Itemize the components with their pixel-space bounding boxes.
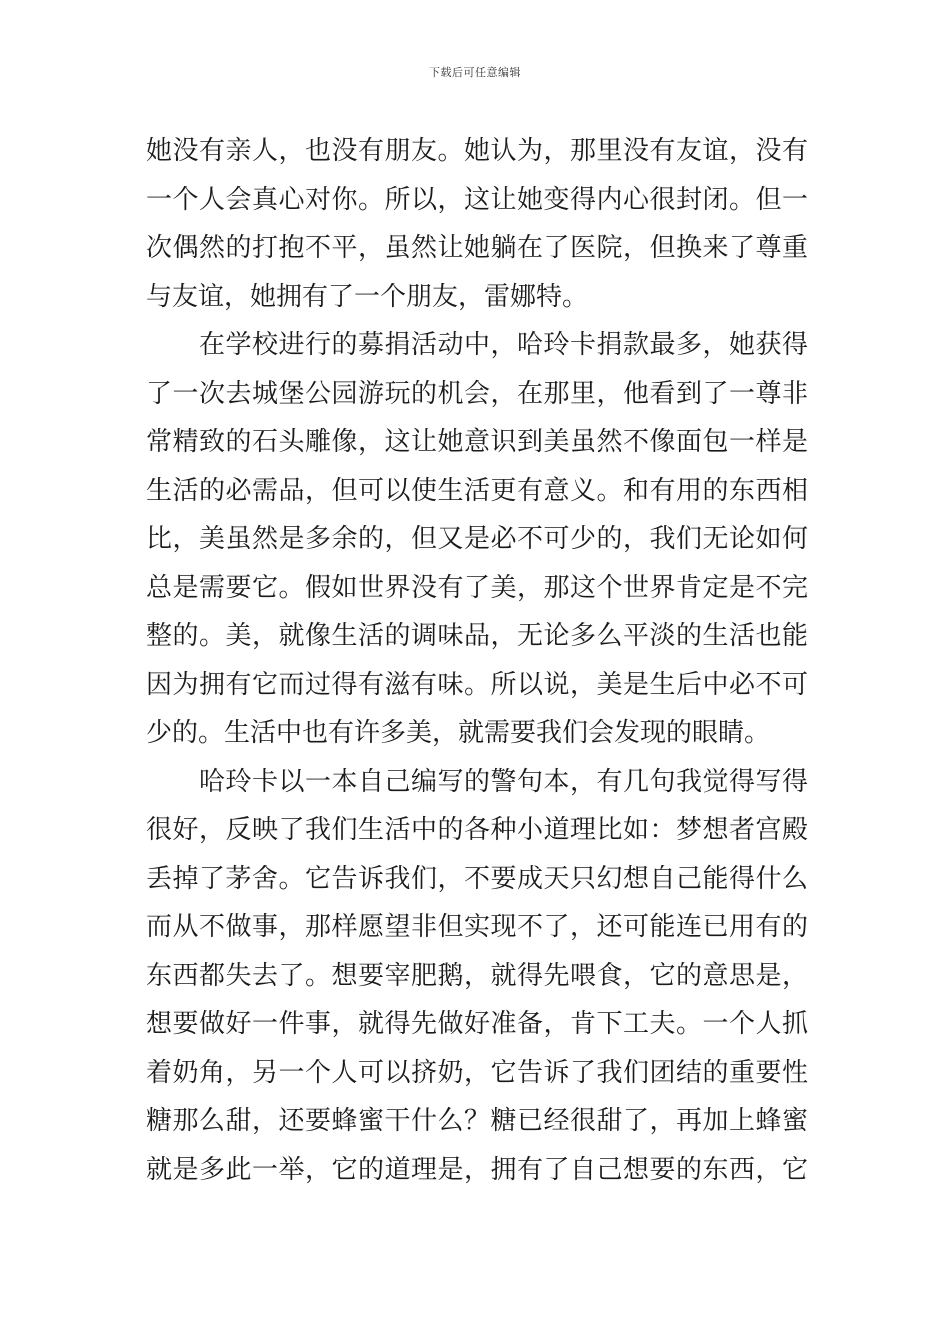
text-line: 整的。美，就像生活的调味品，无论多么平淡的生活也能 [146, 621, 808, 651]
text-line: 就是多此一举，它的道理是，拥有了自己想要的东西，它 [146, 1154, 808, 1185]
text-line: 她没有亲人，也没有朋友。她认为，那里没有友谊，没有 [146, 136, 808, 166]
paragraph-2 [146, 321, 808, 758]
text-line: 哈玲卡以一本自己编写的警句本，有几句我觉得写得 [146, 766, 808, 797]
paragraph-3 [146, 758, 808, 1195]
paragraph-1 [146, 127, 808, 321]
text-line: 总是需要它。假如世界没有了美，那这个世界肯定是不完 [146, 572, 808, 603]
text-line: 了一次去城堡公园游玩的机会，在那里，他看到了一尊非 [146, 378, 808, 409]
text-line: 东西都失去了。想要宰肥鹅，就得先喂食，它的意思是， [146, 960, 808, 991]
text-line: 而从不做事，那样愿望非但实现不了，还可能连已用有的 [146, 912, 808, 942]
text-line: 比，美虽然是多余的，但又是必不可少的，我们无论如何 [146, 524, 808, 554]
text-line: 生活的必需品，但可以使生活更有意义。和有用的东西相 [146, 475, 808, 506]
text-line: 一个人会真心对你。所以，这让她变得内心很封闭。但一 [146, 184, 808, 215]
text-line: 很好，反映了我们生活中的各种小道理比如：梦想者宫殿 [146, 815, 808, 845]
page-header: 下载后可任意编辑 [429, 66, 521, 79]
text-line: 常精致的石头雕像，这让她意识到美虽然不像面包一样是 [146, 427, 808, 457]
text-line: 在学校进行的募捐活动中，哈玲卡捐款最多，她获得 [146, 330, 808, 360]
text-line: 与友谊，她拥有了一个朋友，雷娜特。 [146, 281, 589, 312]
text-line: 糖那么甜，还要蜂蜜干什么？糖已经很甜了，再加上蜂蜜 [146, 1106, 808, 1136]
text-line: 少的。生活中也有许多美，就需要我们会发现的眼睛。 [146, 718, 771, 748]
text-line: 次偶然的打抱不平，虽然让她躺在了医院，但换来了尊重 [146, 233, 808, 263]
text-line: 着奶角，另一个人可以挤奶，它告诉了我们团结的重要性 [146, 1057, 808, 1088]
document-body [146, 127, 808, 1194]
text-line: 想要做好一件事，就得先做好准备，肯下工夫。一个人抓 [146, 1009, 808, 1039]
text-line: 因为拥有它而过得有滋有味。所以说，美是生后中必不可 [146, 669, 808, 700]
text-line: 丢掉了茅舍。它告诉我们，不要成天只幻想自己能得什么 [146, 863, 808, 894]
